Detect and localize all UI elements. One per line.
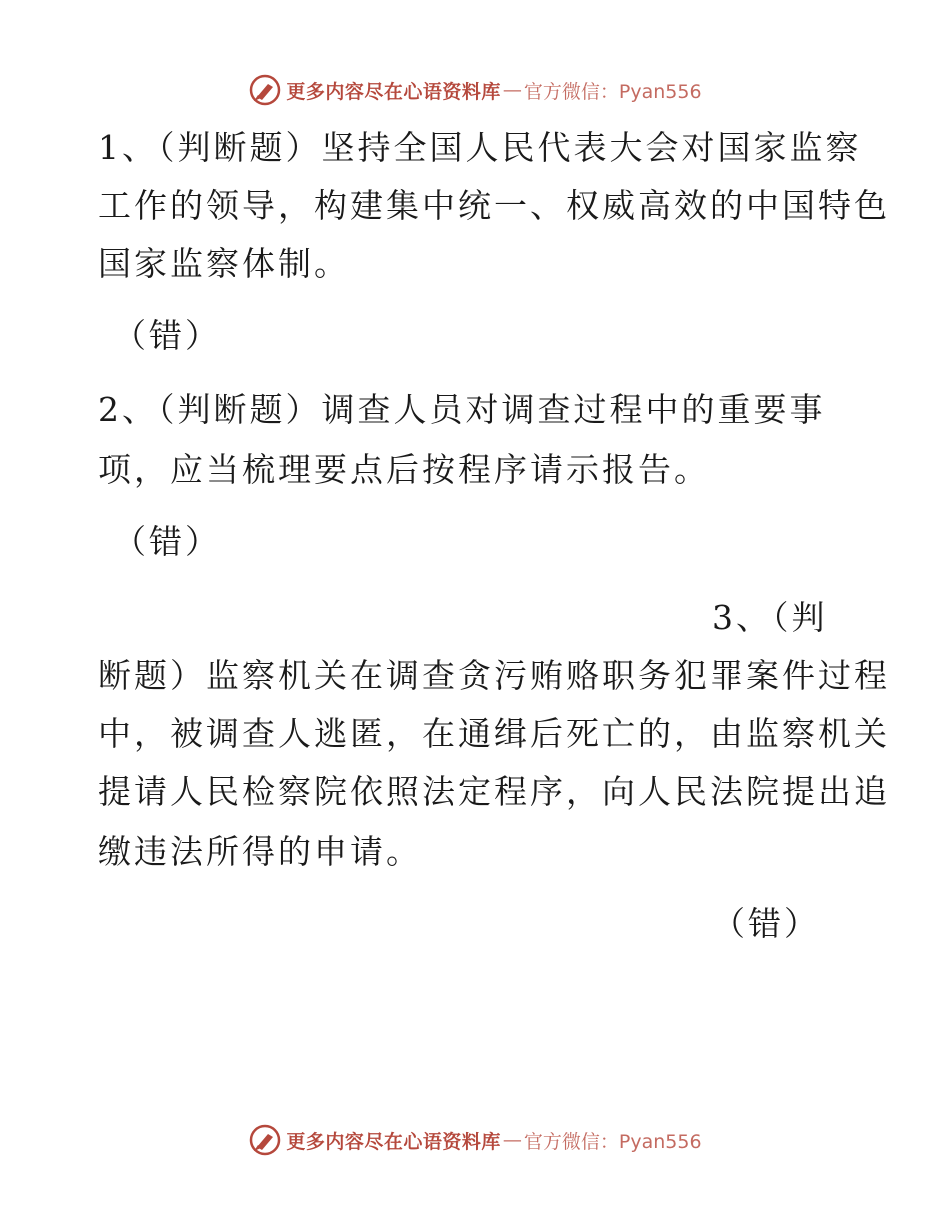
question-2-line-1: 2、（判断题）调查人员对调查过程中的重要事 [98,390,826,429]
question-2-answer: （错） [113,522,221,561]
banner-contact-text: 官方微信：Pyan556 [523,80,702,103]
banner-contact-text: 官方微信：Pyan556 [523,1130,702,1153]
footer-banner [0,1120,950,1160]
header-banner [0,70,950,110]
question-3-answer: （错） [712,904,820,943]
pen-nib-logo-icon [248,1123,282,1157]
banner-separator: — [502,79,522,101]
question-1-line-1: 1、（判断题）坚持全国人民代表大会对国家监察 [98,128,862,167]
question-3-line-4: 提请人民检察院依照法定程序，向人民法院提出追 [98,772,890,811]
question-3-line-2: 断题）监察机关在调查贪污贿赂职务犯罪案件过程 [98,656,890,695]
question-1-line-2: 工作的领导，构建集中统一、权威高效的中国特色 [98,186,890,225]
banner-brand-text: 更多内容尽在心语资料库 [286,1130,501,1153]
question-3-line-3: 中，被调查人逃匿，在通缉后死亡的，由监察机关 [98,714,890,753]
question-1-answer: （错） [113,316,221,355]
question-2-line-2: 项，应当梳理要点后按程序请示报告。 [98,450,710,489]
question-1-line-3: 国家监察体制。 [98,244,350,283]
banner-brand-text: 更多内容尽在心语资料库 [286,80,501,103]
question-3-line-1: 3、（判 [712,598,828,637]
pen-nib-logo-icon [248,73,282,107]
question-3-line-5: 缴违法所得的申请。 [98,832,422,871]
banner-separator: — [502,1129,522,1151]
